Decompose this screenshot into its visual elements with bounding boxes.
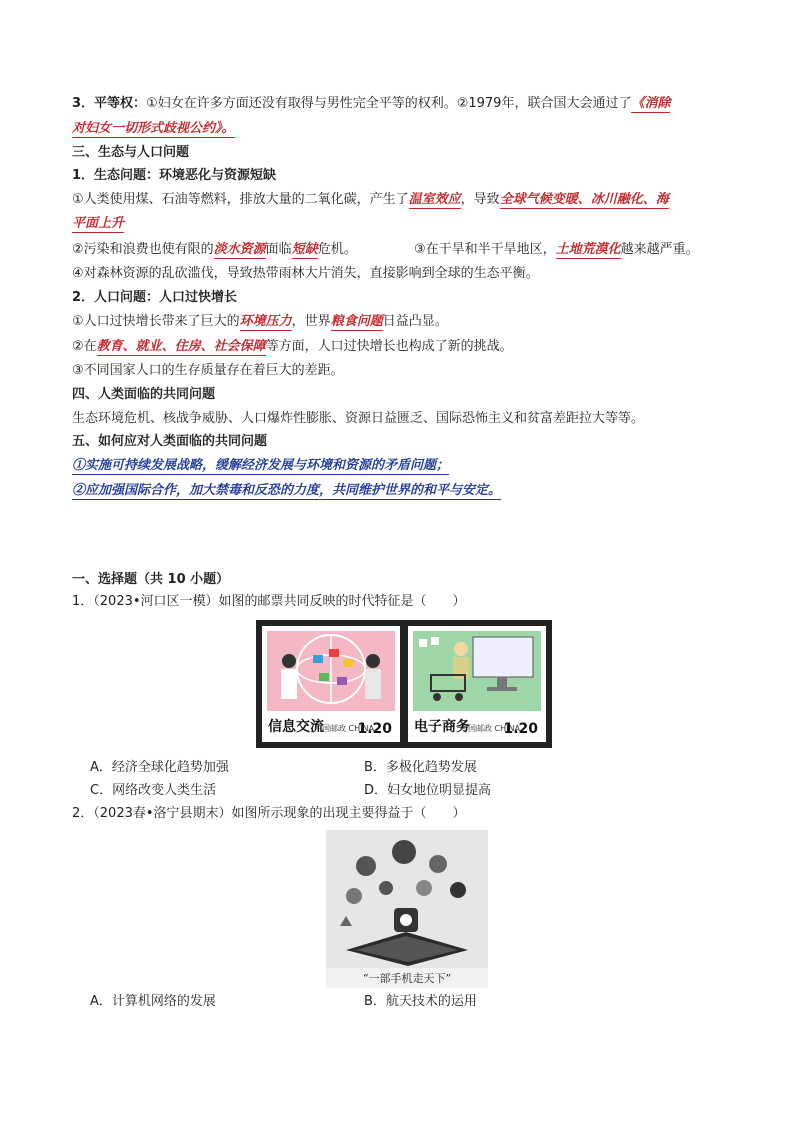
hl-desertification: 土地荒漠化 [555, 242, 621, 257]
item3-head: 3．平等权： [72, 96, 147, 111]
stamp2-label: 电子商务 [414, 719, 470, 735]
stamps-image [256, 620, 552, 748]
stamp2-illustration [413, 631, 541, 711]
item3-text: ①妇女在许多方面还没有取得与男性完全平等的权利。②1979年，联合国大会通过了 [146, 96, 632, 111]
text-span: ③在干旱和半干旱地区， [414, 242, 556, 257]
text-span: ②污染和浪费也使有限的 [72, 242, 214, 257]
q2-option-a: A．计算机网络的发展 [90, 994, 216, 1009]
q1-option-b: B．多极化趋势发展 [364, 760, 477, 775]
sec3-sub2: 2．人口问题：人口过快增长 [72, 290, 238, 305]
hl-freshwater: 淡水资源 [213, 242, 266, 257]
q1-stem: 1．（2023•河口区一模）如图的邮票共同反映的时代特征是（ ） [72, 594, 466, 609]
pop-line3: ③不同国家人口的生存质量存在着巨大的差距。 [72, 363, 344, 378]
phone-caption: “一部手机走天下” [362, 972, 452, 985]
sec4-text: 生态环境危机、核战争威胁、人口爆炸性膨胀、资源日益匮乏、国际恐怖主义和贫富差距拉大等等。 [72, 411, 645, 426]
sec5-answer1 [72, 456, 449, 476]
text-span: 日益凸显。 [382, 314, 448, 329]
text-span: ②在 [72, 339, 97, 354]
hl-greenhouse: 温室效应 [408, 192, 461, 207]
item3-highlight-b: 对妇女一切形式歧视公约》。 [72, 121, 235, 136]
stamp1-illustration [267, 631, 395, 711]
text-span: 危机。 [317, 242, 357, 257]
sec3-sub1: 1．生态问题：环境恶化与资源短缺 [72, 168, 277, 183]
stamp2-value: 1.20 [503, 721, 538, 737]
text-span: 等方面，人口过快增长也构成了新的挑战。 [265, 339, 513, 354]
item3-highlight-a: 《消除 [631, 96, 671, 111]
text-span: ，导致 [460, 192, 500, 207]
sec5-answer2 [72, 481, 501, 501]
stamp-e-commerce [408, 626, 546, 742]
text-span: ①人类使用煤、石油等燃料，排放大量的二氧化碳，产生了 [72, 192, 409, 207]
phone-image [326, 830, 488, 988]
hl-climate: 全球气候变暖、冰川融化、海 [499, 192, 669, 207]
answer-text: ②应加强国际合作，加大禁毒和反恐的力度，共同维护世界的和平与安定。 [72, 483, 502, 498]
text-span: 面临 [265, 242, 292, 257]
q1-option-a: A．经济全球化趋势加强 [90, 760, 229, 775]
text-span: 越来越严重。 [620, 242, 699, 257]
sec3-line1b [72, 214, 124, 234]
pop-line1 [72, 312, 448, 332]
item3-line2 [72, 119, 235, 139]
sec5-title: 五、如何应对人类面临的共同问题 [72, 434, 268, 449]
text-span: ①人口过快增长带来了巨大的 [72, 314, 240, 329]
answer-text: ①实施可持续发展战略，缓解经济发展与环境和资源的矛盾问题； [72, 458, 450, 473]
sec3-line2-right [414, 240, 699, 260]
hl-sealevel: 平面上升 [72, 216, 125, 231]
q2-stem: 2．（2023春•洛宁县期末）如图所示现象的出现主要得益于（ ） [72, 806, 466, 821]
q1-option-d: D．妇女地位明显提高 [364, 783, 492, 798]
stamp1-country: 中国邮政 CHINA [314, 724, 374, 733]
q2-option-b: B．航天技术的运用 [364, 994, 477, 1009]
item3-line1 [72, 94, 670, 114]
sec3-line3: ④对森林资源的乱砍滥伐，导致热带雨林大片消失，直接影响到全球的生态平衡。 [72, 266, 539, 281]
sec3-line1 [72, 190, 669, 210]
sec4-title: 四、人类面临的共同问题 [72, 387, 216, 402]
hl-food: 粮食问题 [330, 314, 383, 329]
pop-line2 [72, 337, 513, 357]
hl-education: 教育、就业、住房、社会保障 [96, 339, 266, 354]
q1-option-c: C．网络改变人类生活 [90, 783, 217, 798]
text-span: ，世界 [291, 314, 331, 329]
stamp2-country: 中国邮政 CHINA [460, 724, 520, 733]
stamp1-label: 信息交流 [268, 719, 324, 735]
hl-env-pressure: 环境压力 [239, 314, 292, 329]
phone-illustration [326, 830, 488, 968]
quiz-title: 一、选择题（共 10 小题） [72, 572, 230, 587]
stamp1-value: 1.20 [357, 721, 392, 737]
sec3-line2 [72, 240, 357, 260]
stamp-info-exchange [262, 626, 400, 742]
hl-shortage: 短缺 [291, 242, 318, 257]
sec3-title: 三、生态与人口问题 [72, 145, 190, 160]
